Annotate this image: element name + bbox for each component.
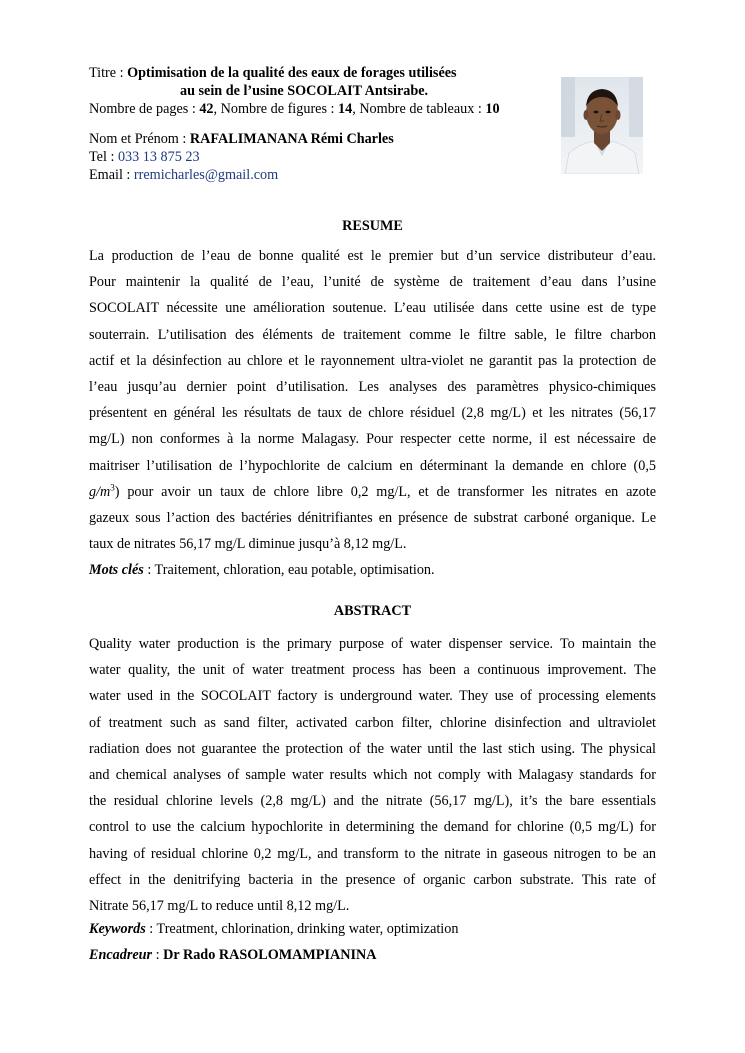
unit-exponent: 3 bbox=[110, 481, 115, 492]
title-line bbox=[89, 64, 549, 82]
supervisor-name: Dr Rado RASOLOMAMPIANINA bbox=[163, 947, 377, 963]
keywords-label: Keywords bbox=[89, 921, 146, 937]
abstract-line: Quality water production is the primary purpose of water dispenser service. To maintain the bbox=[89, 636, 656, 652]
resume-line: actif et la désinfection au chlore et le rayonnement ultra-violet ne garantit pas la protection de bbox=[89, 352, 656, 369]
title-label: Titre : bbox=[89, 65, 128, 81]
abstract-line: Nitrate 56,17 mg/L to reduce until 8,12 mg/L. bbox=[89, 897, 350, 914]
resume-line: mg/L) non conformes à la norme Malagasy. Pour respecter cette norme, il est nécessaire de bbox=[89, 431, 656, 448]
title-text: Optimisation de la qualité des eaux de forages utilisées bbox=[127, 65, 457, 81]
abstract-keywords bbox=[89, 921, 656, 938]
tables-label: , Nombre de tableaux : bbox=[352, 101, 486, 117]
abstract-line: radiation does not guarantee the protection of the water until the last stich using. The physical bbox=[89, 740, 656, 757]
abstract-line: and chemical analyses of sample water results which not comply with Malagasy standards for bbox=[89, 766, 656, 783]
email-line bbox=[89, 166, 549, 184]
author-photo bbox=[561, 77, 643, 174]
counts-line bbox=[89, 100, 549, 118]
header-info bbox=[89, 64, 549, 184]
abstract-line: of treatment such as sand filter, activated carbon filter, chlorine disinfection and ultraviolet bbox=[89, 714, 656, 731]
tables-count: 10 bbox=[485, 101, 500, 117]
resume-paragraph bbox=[89, 243, 656, 557]
author-name: RAFALIMANANA Rémi Charles bbox=[189, 131, 394, 147]
mots-cles-label: Mots clés bbox=[89, 562, 144, 578]
tel-value: 033 13 875 23 bbox=[117, 149, 200, 165]
email-label: Email : bbox=[89, 167, 134, 183]
resume-line: gazeux sous l’action des bactéries dénitrifiantes en présence de substrat carboné organique. Le bbox=[89, 509, 656, 526]
abstract-paragraph bbox=[89, 631, 656, 919]
resume-line: l’eau jusqu’au dernier point d’utilisation. Les analyses des paramètres physico-chimiques bbox=[89, 378, 656, 395]
resume-line: maitriser l’utilisation de l’hypochlorite de calcium en déterminant la demande en chlore (0,5 bbox=[89, 457, 656, 474]
title-line-2: au sein de l’usine SOCOLAIT Antsirabe. bbox=[180, 83, 429, 99]
pages-count: 42 bbox=[199, 101, 214, 117]
resume-line: présentent en général les résultats de taux de chlore résiduel (2,8 mg/L) et les nitrates (56,17 bbox=[89, 405, 656, 422]
abstract-line: effect in the denitrifying bacteria in the presence of organic carbon substrate. This rate of bbox=[89, 871, 656, 888]
resume-line: taux de nitrates 56,17 mg/L diminue jusqu’à 8,12 mg/L. bbox=[89, 536, 407, 553]
abstract-line: the residual chlorine levels (2,8 mg/L) and the nitrate (56,17 mg/L), it’s the bare essentials bbox=[89, 793, 656, 810]
figures-label: , Nombre de figures : bbox=[213, 101, 339, 117]
figures-count: 14 bbox=[338, 101, 353, 117]
resume-keywords bbox=[89, 562, 656, 579]
resume-heading: RESUME bbox=[342, 218, 403, 234]
supervisor-label: Encadreur bbox=[89, 947, 153, 963]
keywords-text: : Treatment, chlorination, drinking water, optimization bbox=[145, 921, 459, 937]
abstract-line: control to use the calcium hypochlorite in determining the demand for chlorine (0,5 mg/L) for bbox=[89, 819, 656, 836]
supervisor-separator: : bbox=[152, 947, 164, 963]
tel-line bbox=[89, 148, 549, 166]
resume-line: souterrain. L’utilisation des éléments de traitement comme le filtre sable, le filtre charbon bbox=[89, 326, 656, 343]
author-portrait-image bbox=[561, 77, 643, 174]
resume-line-unit bbox=[89, 479, 656, 505]
mots-cles-text: : Traitement, chloration, eau potable, optimisation. bbox=[143, 562, 435, 578]
abstract-line: water used in the SOCOLAIT factory is underground water. They use of processing elements bbox=[89, 688, 656, 705]
author-line bbox=[89, 130, 549, 148]
unit-line-rest: ) pour avoir un taux de chlore libre 0,2 mg/L, et de transformer les nitrates en azote bbox=[114, 483, 656, 500]
resume-line: SOCOLAIT nécessite une amélioration soutenue. L’eau utilisée dans cette usine est de type bbox=[89, 300, 656, 317]
resume-line: Pour maintenir la qualité de l’eau, l’unité de système de traitement d’eau dans l’usine bbox=[89, 274, 656, 291]
name-label: Nom et Prénom : bbox=[89, 131, 190, 147]
abstract-line: having of residual chlorine 0,2 mg/L, and transform to the nitrate in gaseous nitrogen to be an bbox=[89, 845, 656, 862]
email-link[interactable]: rremicharles@gmail.com bbox=[133, 167, 279, 183]
abstract-line: water quality, the unit of water treatment process has been a continuous improvement. The bbox=[89, 662, 656, 679]
supervisor-line bbox=[89, 947, 656, 964]
tel-label: Tel : bbox=[89, 149, 118, 165]
abstract-heading: ABSTRACT bbox=[333, 603, 412, 619]
pages-label: Nombre de pages : bbox=[89, 101, 200, 117]
unit-text: g/m bbox=[89, 483, 111, 500]
resume-line: La production de l’eau de bonne qualité est le premier but d’un service distributeur d’eau. bbox=[89, 248, 656, 264]
